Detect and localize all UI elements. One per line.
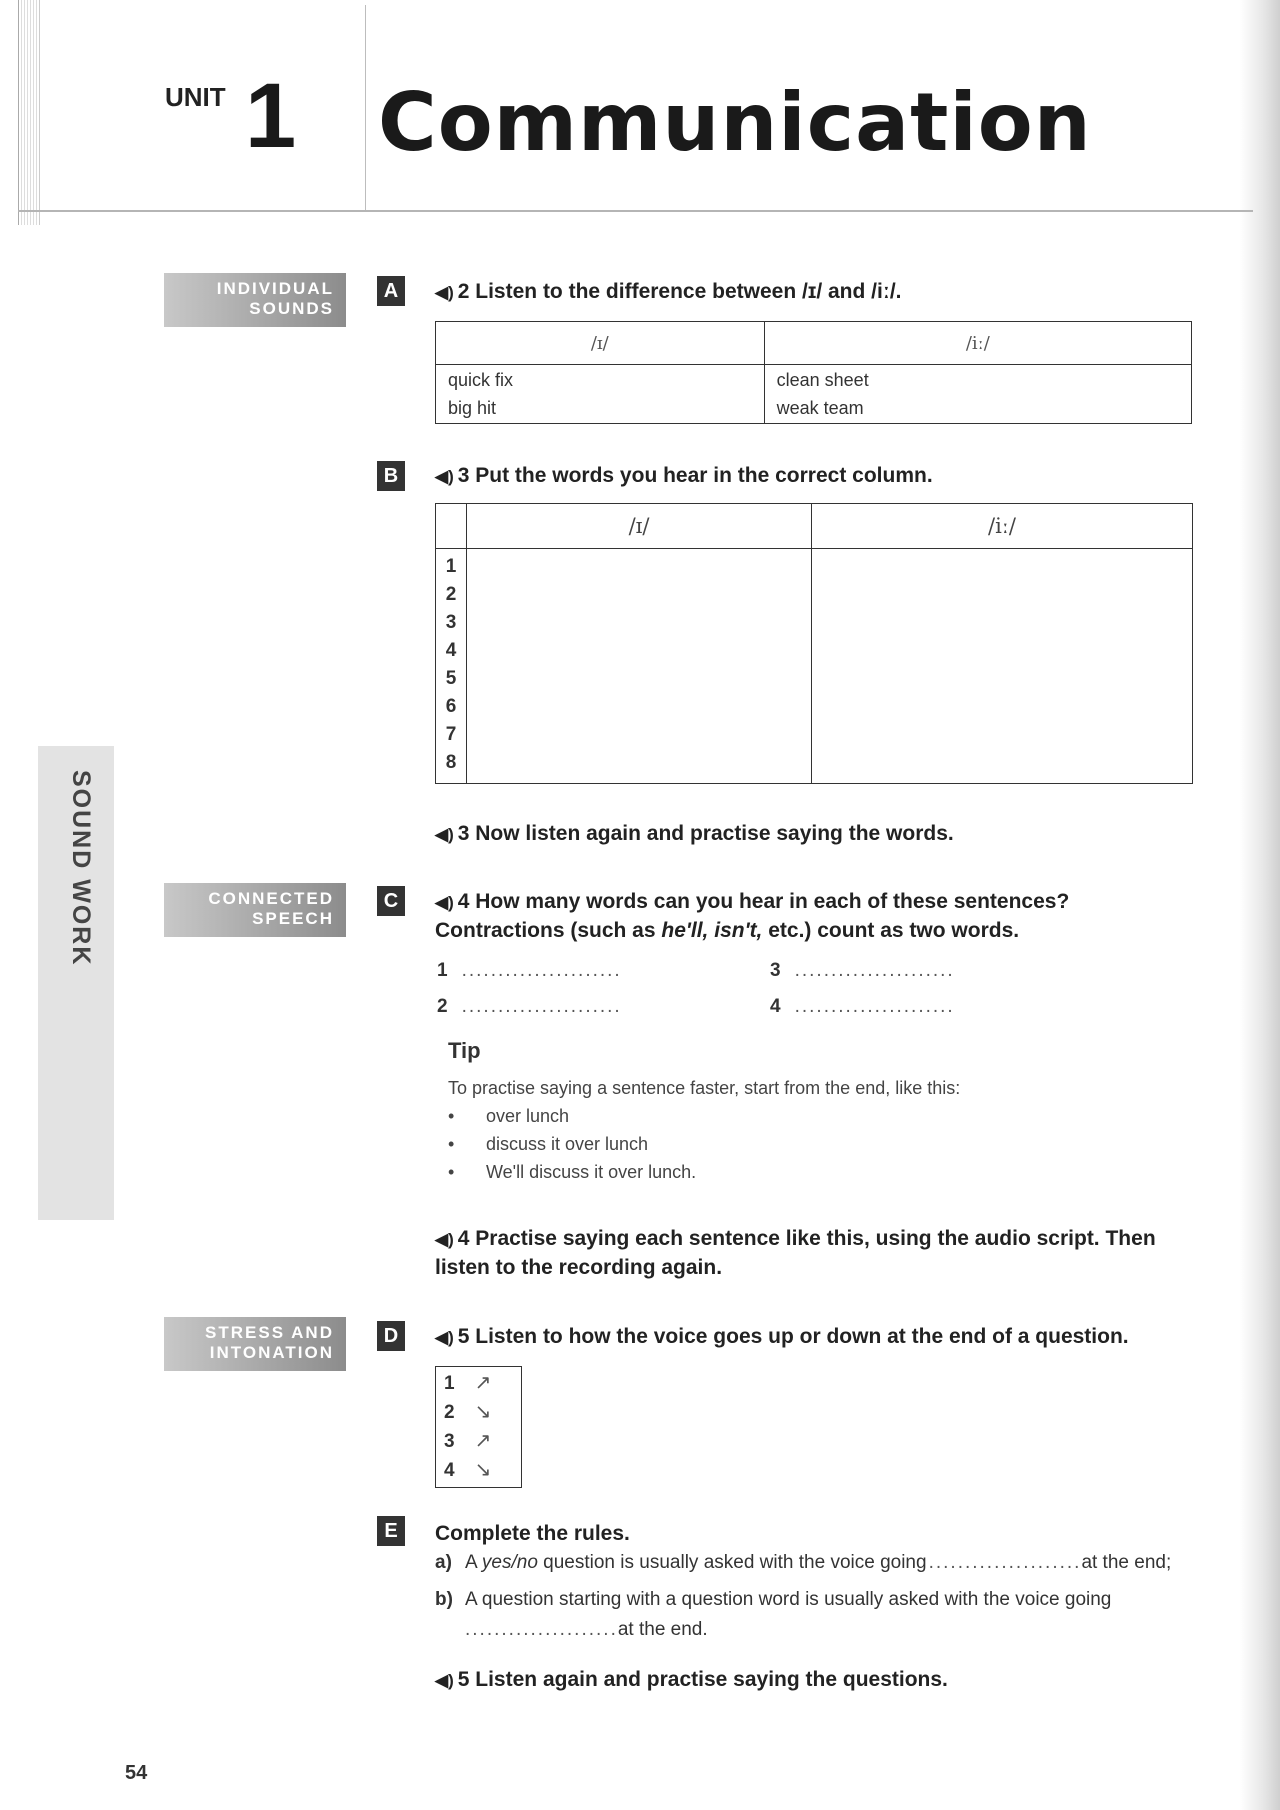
exercise-a-instruction: ◀) 2 Listen to the difference between /ɪ/ and /iː/. [435, 278, 902, 307]
tip-item: • discuss it over lunch [448, 1130, 696, 1158]
section-stress-intonation: STRESS AND INTONATION [164, 1317, 346, 1371]
tip-text: To practise saying a sentence faster, start from the end, like this: [448, 1078, 961, 1098]
answer-column-short-i[interactable] [467, 549, 812, 784]
exercise-d-instruction: ◀) 5 Listen to how the voice goes up or down at the end of a question. [435, 1323, 1129, 1352]
row-numbers: 1 2 3 4 5 6 7 8 [436, 549, 467, 784]
answer-table [435, 503, 1193, 784]
exercise-e-label: E [377, 1516, 405, 1546]
short-i-examples: quick fix big hit [436, 365, 765, 424]
exercise-b-label: B [377, 461, 405, 491]
exercise-b-instruction: ◀) 3 Put the words you hear in the correct column. [435, 462, 933, 491]
tip-list [448, 1102, 696, 1186]
arrow-down-icon: ↘ [474, 1401, 492, 1423]
exercise-e-followup: ◀) 5 Listen again and practise saying the questions. [435, 1666, 948, 1695]
header-divider [365, 5, 366, 210]
exercise-b-followup: ◀) 3 Now listen again and practise saying the words. [435, 820, 954, 849]
rule-a-blank[interactable]: ..................... [928, 1552, 1082, 1573]
answer-column-long-i[interactable] [812, 549, 1193, 784]
blank-1[interactable]: 1 ...................... [437, 960, 622, 981]
exercise-c-instruction: ◀) 4 How many words can you hear in each of these sentences? Contractions (such as he'll, isn't, etc.) count as two words. [435, 890, 1070, 942]
section-connected-speech: CONNECTED SPEECH [164, 883, 346, 937]
rule-a: a) A yes/no question is usually asked with the voice going .....................at the end; [435, 1552, 1172, 1573]
speaker-icon[interactable]: ◀) [435, 467, 454, 486]
exercise-a-label: A [377, 276, 405, 306]
unit-number: 1 [245, 65, 297, 167]
number-header [436, 504, 467, 549]
header-long-i: /iː/ [764, 322, 1191, 365]
page-number: 54 [125, 1762, 148, 1784]
speaker-icon[interactable]: ◀) [435, 825, 454, 844]
page-binding [18, 0, 40, 225]
arrow-up-icon: ↗ [474, 1430, 492, 1452]
answer-header-long-i: /iː/ [812, 504, 1193, 549]
sound-work-label: SOUND WORK [67, 770, 95, 967]
rule-b: b) A question starting with a question word is usually asked with the voice going .....................at the end. [435, 1589, 1112, 1640]
arrow-down-icon: ↘ [474, 1459, 492, 1481]
tip-item: • over lunch [448, 1102, 696, 1130]
page-title: Communication [378, 76, 1092, 169]
sounds-table [435, 321, 1192, 424]
exercise-e-heading: Complete the rules. [435, 1522, 630, 1545]
tip-heading: Tip [448, 1038, 481, 1063]
rule-b-blank[interactable]: ..................... [465, 1619, 618, 1640]
speaker-icon[interactable]: ◀) [435, 1328, 454, 1347]
intonation-rows: 1 ↗ 2 ↘ 3 ↗ 4 ↘ [436, 1367, 522, 1488]
section-individual-sounds: INDIVIDUAL SOUNDS [164, 273, 346, 327]
speaker-icon[interactable]: ◀) [435, 283, 454, 302]
exercise-c-followup: ◀) 4 Practise saying each sentence like this, using the audio script. Then listen to the recording again. [435, 1227, 1156, 1279]
tip-item: • We'll discuss it over lunch. [448, 1158, 696, 1186]
arrow-up-icon: ↗ [474, 1372, 492, 1394]
exercise-c-label: C [377, 886, 405, 916]
page-edge [1240, 0, 1280, 1810]
answer-header-short-i: /ɪ/ [467, 504, 812, 549]
header-short-i: /ɪ/ [436, 322, 765, 365]
speaker-icon[interactable]: ◀) [435, 893, 454, 912]
intonation-table [435, 1366, 522, 1488]
header-rule [18, 210, 1253, 212]
blank-3[interactable]: 3 ...................... [770, 960, 955, 981]
speaker-icon[interactable]: ◀) [435, 1230, 454, 1249]
speaker-icon[interactable]: ◀) [435, 1671, 454, 1690]
blank-4[interactable]: 4 ...................... [770, 996, 955, 1017]
exercise-d-label: D [377, 1321, 405, 1351]
unit-label: UNIT [165, 82, 226, 112]
blank-2[interactable]: 2 ...................... [437, 996, 622, 1017]
long-i-examples: clean sheet weak team [764, 365, 1191, 424]
